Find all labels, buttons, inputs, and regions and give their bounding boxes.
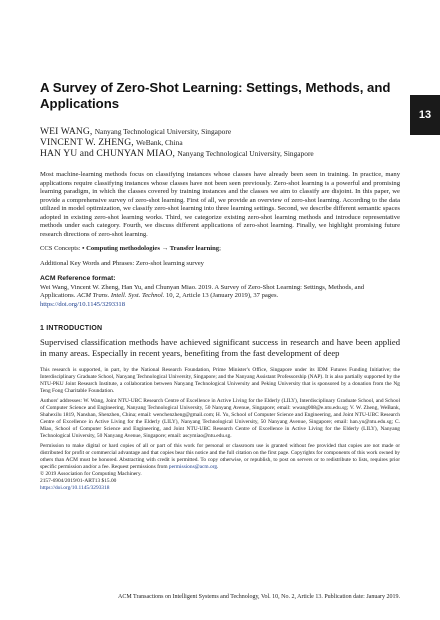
copyright: © 2019 Association for Computing Machinery. xyxy=(40,471,142,477)
paper-first-page xyxy=(40,80,400,495)
reference-heading: ACM Reference format: xyxy=(40,275,116,282)
author-list xyxy=(40,126,400,159)
ccs-end: ; xyxy=(219,245,221,252)
reference-text: Wei Wang, Vincent W. Zheng, Han Yu, and Chunyan Miao. 2019. A Survey of Zero-Shot Learning: Settings, Methods, and Applications. xyxy=(40,283,365,299)
reference-details: 10, 2, Article 13 (January 2019), 37 pages. xyxy=(165,292,279,299)
issn: 2157-6904/2019/01-ART13 $15.00 xyxy=(40,478,117,484)
author-affiliation: Nanyang Technological University, Singapore xyxy=(94,127,232,136)
page-footer: ACM Transactions on Intelligent Systems and Technology, Vol. 10, No. 2, Article 13. Publication date: January 2019. xyxy=(117,594,400,600)
reference-doi-link[interactable]: https://doi.org/10.1145/3293318 xyxy=(40,300,125,308)
paper-title: A Survey of Zero-Shot Learning: Settings, Methods, and Applications xyxy=(40,80,391,111)
section-heading-introduction: 1 INTRODUCTION xyxy=(40,325,103,332)
author-line xyxy=(40,126,400,137)
author-affiliation: WeBank, China xyxy=(136,138,183,147)
permission-email-link[interactable]: permissions@acm.org xyxy=(168,464,218,470)
footnote-doi-link[interactable]: https://doi.org/10.1145/3293318 xyxy=(40,485,110,491)
article-number: 13 xyxy=(418,109,432,121)
author-name: HAN YU and CHUNYAN MIAO, xyxy=(40,148,176,159)
abstract: Most machine-learning methods focus on classifying instances whose classes have already been seen in training. In practice, many applications require classifying instances whose classes have not been seen previously. Zero-shot learning is a powerful and promising learning paradigm, in which the classes covered by training instances and the classes we aim to classify are disjoint. In this paper, we provide a comprehensive survey of zero-shot learning. First of all, we provide an overview of zero-shot learning. According to the data utilized in model optimization, we classify zero-shot learning into three learning settings. Second, we describe different semantic spaces adopted in existing zero-shot learning works. Third, we categorize existing zero-shot learning methods and introduce representative methods under each category. Fourth, we discuss different applications of zero-shot learning. Finally, we highlight promising future research directions of zero-shot learning. xyxy=(40,171,400,238)
permission-note xyxy=(40,443,400,492)
author-name: VINCENT W. ZHENG, xyxy=(40,137,134,148)
ccs-label: CCS Concepts: xyxy=(40,245,81,252)
ccs-value: • Computing methodologies → Transfer learning xyxy=(82,245,220,252)
footnotes xyxy=(40,367,400,492)
ccs-concepts xyxy=(40,245,400,254)
author-line xyxy=(40,137,400,148)
author-addresses: Authors' addresses: W. Wang, Joint NTU-UBC Research Centre of Excellence in Active Living for the Elderly (LILY), Interdisciplinary Graduate School, and School of Computer Science and Engineering, Nanyang Technological University, 50 Nanyang Avenue, Singapore; email: wwang008@e.ntu.edu.sg; V. W. Zheng, WeBank, Shahexilu 1819, Nanshan, Shenzhen, China; email: wenchenzheng@gmail.com; H. Yu, School of Computer Science and Engineering, and Joint NTU-UBC Research Centre of Excellence in Active Living for the Elderly (LILY), Nanyang Technological University, 50 Nanyang Avenue, Singapore; email: han.yu@ntu.edu.sg; C. Miao, School of Computer Science and Engineering, and Joint NTU-UBC Research Centre of Excellence in Active Living for the Elderly (LILY), Nanyang Technological University, 50 Nanyang Avenue, Singapore; email: ascymiao@ntu.edu.sg. xyxy=(40,398,400,439)
author-affiliation: Nanyang Technological University, Singapore xyxy=(177,149,314,158)
introduction-text: Supervised classification methods have achieved significant success in research and have been applied in many areas. Especially in recent years, benefiting from the fast development of deep xyxy=(40,337,400,358)
article-number-tab xyxy=(410,95,440,135)
reference-journal: ACM Trans. Intell. Syst. Technol. xyxy=(77,292,165,299)
author-name: WEI WANG, xyxy=(40,126,93,137)
keywords: Additional Key Words and Phrases: Zero-shot learning survey xyxy=(40,259,204,267)
author-line xyxy=(40,148,400,159)
reference-format xyxy=(40,284,400,310)
permission-text: Permission to make digital or hard copies of all or part of this work for personal or classroom use is granted without fee provided that copies are not made or distributed for profit or commercial advantage and that copies bear this notice and the full citation on the first page. Copyrights for components of this work owned by others than ACM must be honored. Abstracting with credit is permitted. To copy otherwise, or republish, to post on servers or to redistribute to lists, requires prior specific permission and/or a fee. Request permissions from xyxy=(40,443,400,470)
permission-end: . xyxy=(217,464,219,470)
funding-note: This research is supported, in part, by the National Research Foundation, Prime Minister's Office, Singapore under its IDM Futures Funding Initiative; the Interdisciplinary Graduate School, Nanyang Technological University, Singapore; and the Nanyang Assistant Professorship (NAP). It is also partially supported by the NTU-PKU Joint Research Institute, a collaboration between Nanyang Technological University and Peking University that is sponsored by a donation from the Ng Teng Fong Charitable Foundation. xyxy=(40,367,400,394)
